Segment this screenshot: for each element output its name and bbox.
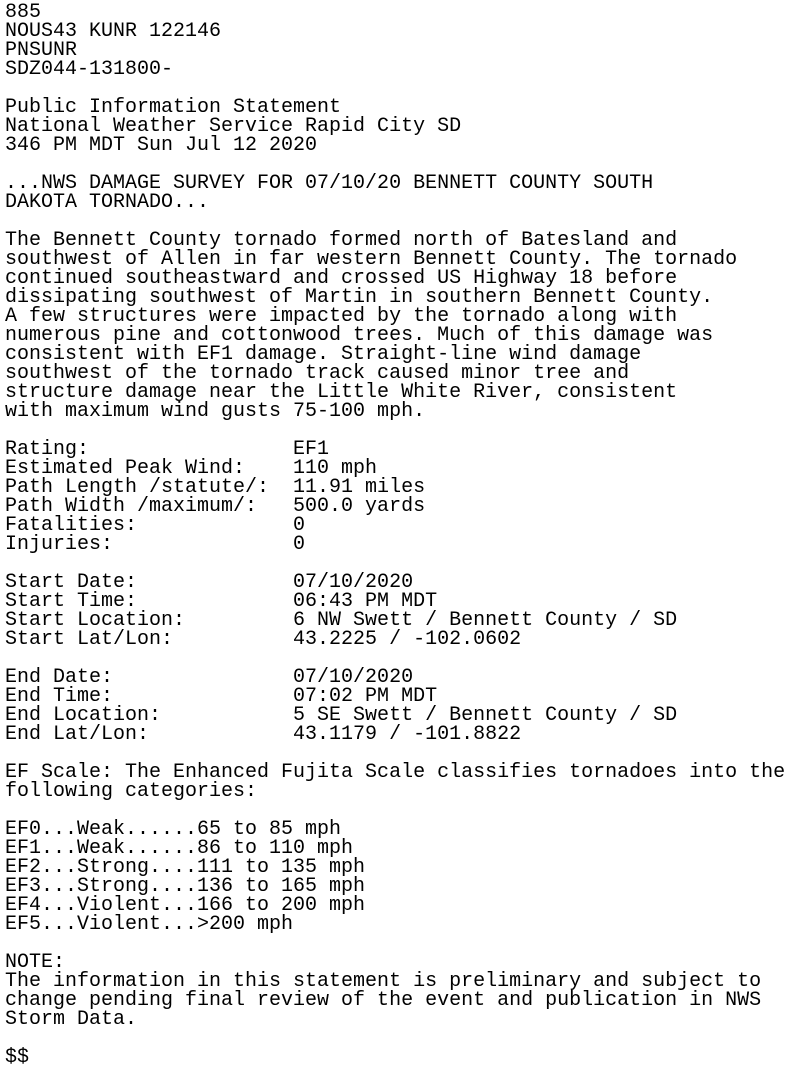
start-date-row: Start Date: 07/10/2020 <box>5 571 414 594</box>
ef4-category-row: EF4...Violent...166 to 200 mph <box>5 894 366 917</box>
end-latlon-row: End Lat/Lon: 43.1179 / -101.8822 <box>5 723 522 746</box>
start-location-row: Start Location: 6 NW Swett / Bennett County / SD <box>5 609 678 632</box>
end-date-row: End Date: 07/10/2020 <box>5 666 414 689</box>
injuries-row: Injuries: 0 <box>5 533 306 556</box>
narrative-line: A few structures were impacted by the tornado along with <box>5 305 678 328</box>
headline-line: ...NWS DAMAGE SURVEY FOR 07/10/20 BENNETT COUNTY SOUTH <box>5 172 654 195</box>
issue-time: 346 PM MDT Sun Jul 12 2020 <box>5 134 318 157</box>
blank-line <box>5 1029 785 1048</box>
ef5-category-row: EF5...Violent...>200 mph <box>5 913 294 936</box>
note-section <box>5 953 785 1067</box>
narrative-line: continued southeastward and crossed US Highway 18 before <box>5 267 678 290</box>
narrative-line: structure damage near the Little White River, consistent <box>5 381 678 404</box>
ef3-category-row: EF3...Strong....136 to 165 mph <box>5 875 366 898</box>
ef0-category-row: EF0...Weak......65 to 85 mph <box>5 818 342 841</box>
wmo-header-line: NOUS43 KUNR 122146 <box>5 20 222 43</box>
note-line: change pending final review of the event and publication in NWS <box>5 989 762 1012</box>
awips-id-line: PNSUNR <box>5 39 78 62</box>
note-line: The information in this statement is preliminary and subject to <box>5 970 762 993</box>
ef-scale-section <box>5 763 785 953</box>
header-section <box>5 3 785 174</box>
issuing-office: National Weather Service Rapid City SD <box>5 115 462 138</box>
narrative-line: southwest of the tornado track caused minor tree and <box>5 362 630 385</box>
narrative-line: southwest of Allen in far western Bennett County. The tornado <box>5 248 738 271</box>
headline-section <box>5 174 785 231</box>
public-information-statement <box>5 3 785 1067</box>
path-length-row: Path Length /statute/: 11.91 miles <box>5 476 426 499</box>
narrative-line: with maximum wind gusts 75-100 mph. <box>5 400 426 423</box>
fatalities-row: Fatalities: 0 <box>5 514 306 537</box>
zone-code-line: SDZ044-131800- <box>5 58 174 81</box>
start-latlon-row: Start Lat/Lon: 43.2225 / -102.0602 <box>5 628 522 651</box>
summary-section <box>5 440 785 763</box>
narrative-line: numerous pine and cottonwood trees. Much of this damage was <box>5 324 714 347</box>
narrative-section <box>5 231 785 440</box>
path-width-row: Path Width /maximum/: 500.0 yards <box>5 495 426 518</box>
note-heading: NOTE: <box>5 951 66 974</box>
ef1-category-row: EF1...Weak......86 to 110 mph <box>5 837 354 860</box>
note-line: Storm Data. <box>5 1008 138 1031</box>
statement-title: Public Information Statement <box>5 96 342 119</box>
product-id-line: 885 <box>5 1 42 24</box>
narrative-line: dissipating southwest of Martin in southern Bennett County. <box>5 286 714 309</box>
blank-line <box>5 934 785 953</box>
peak-wind-row: Estimated Peak Wind: 110 mph <box>5 457 378 480</box>
end-location-row: End Location: 5 SE Swett / Bennett County / SD <box>5 704 678 727</box>
ef2-category-row: EF2...Strong....111 to 135 mph <box>5 856 366 879</box>
headline-line: DAKOTA TORNADO... <box>5 191 210 214</box>
start-time-row: Start Time: 06:43 PM MDT <box>5 590 438 613</box>
end-time-row: End Time: 07:02 PM MDT <box>5 685 438 708</box>
rating-row: Rating: EF1 <box>5 438 330 461</box>
narrative-line: The Bennett County tornado formed north of Batesland and <box>5 229 678 252</box>
end-of-product-marker: $$ <box>5 1046 30 1069</box>
narrative-line: consistent with EF1 damage. Straight-line wind damage <box>5 343 642 366</box>
ef-scale-intro-line: following categories: <box>5 780 258 803</box>
ef-scale-intro-line: EF Scale: The Enhanced Fujita Scale classifies tornadoes into the <box>5 761 786 784</box>
